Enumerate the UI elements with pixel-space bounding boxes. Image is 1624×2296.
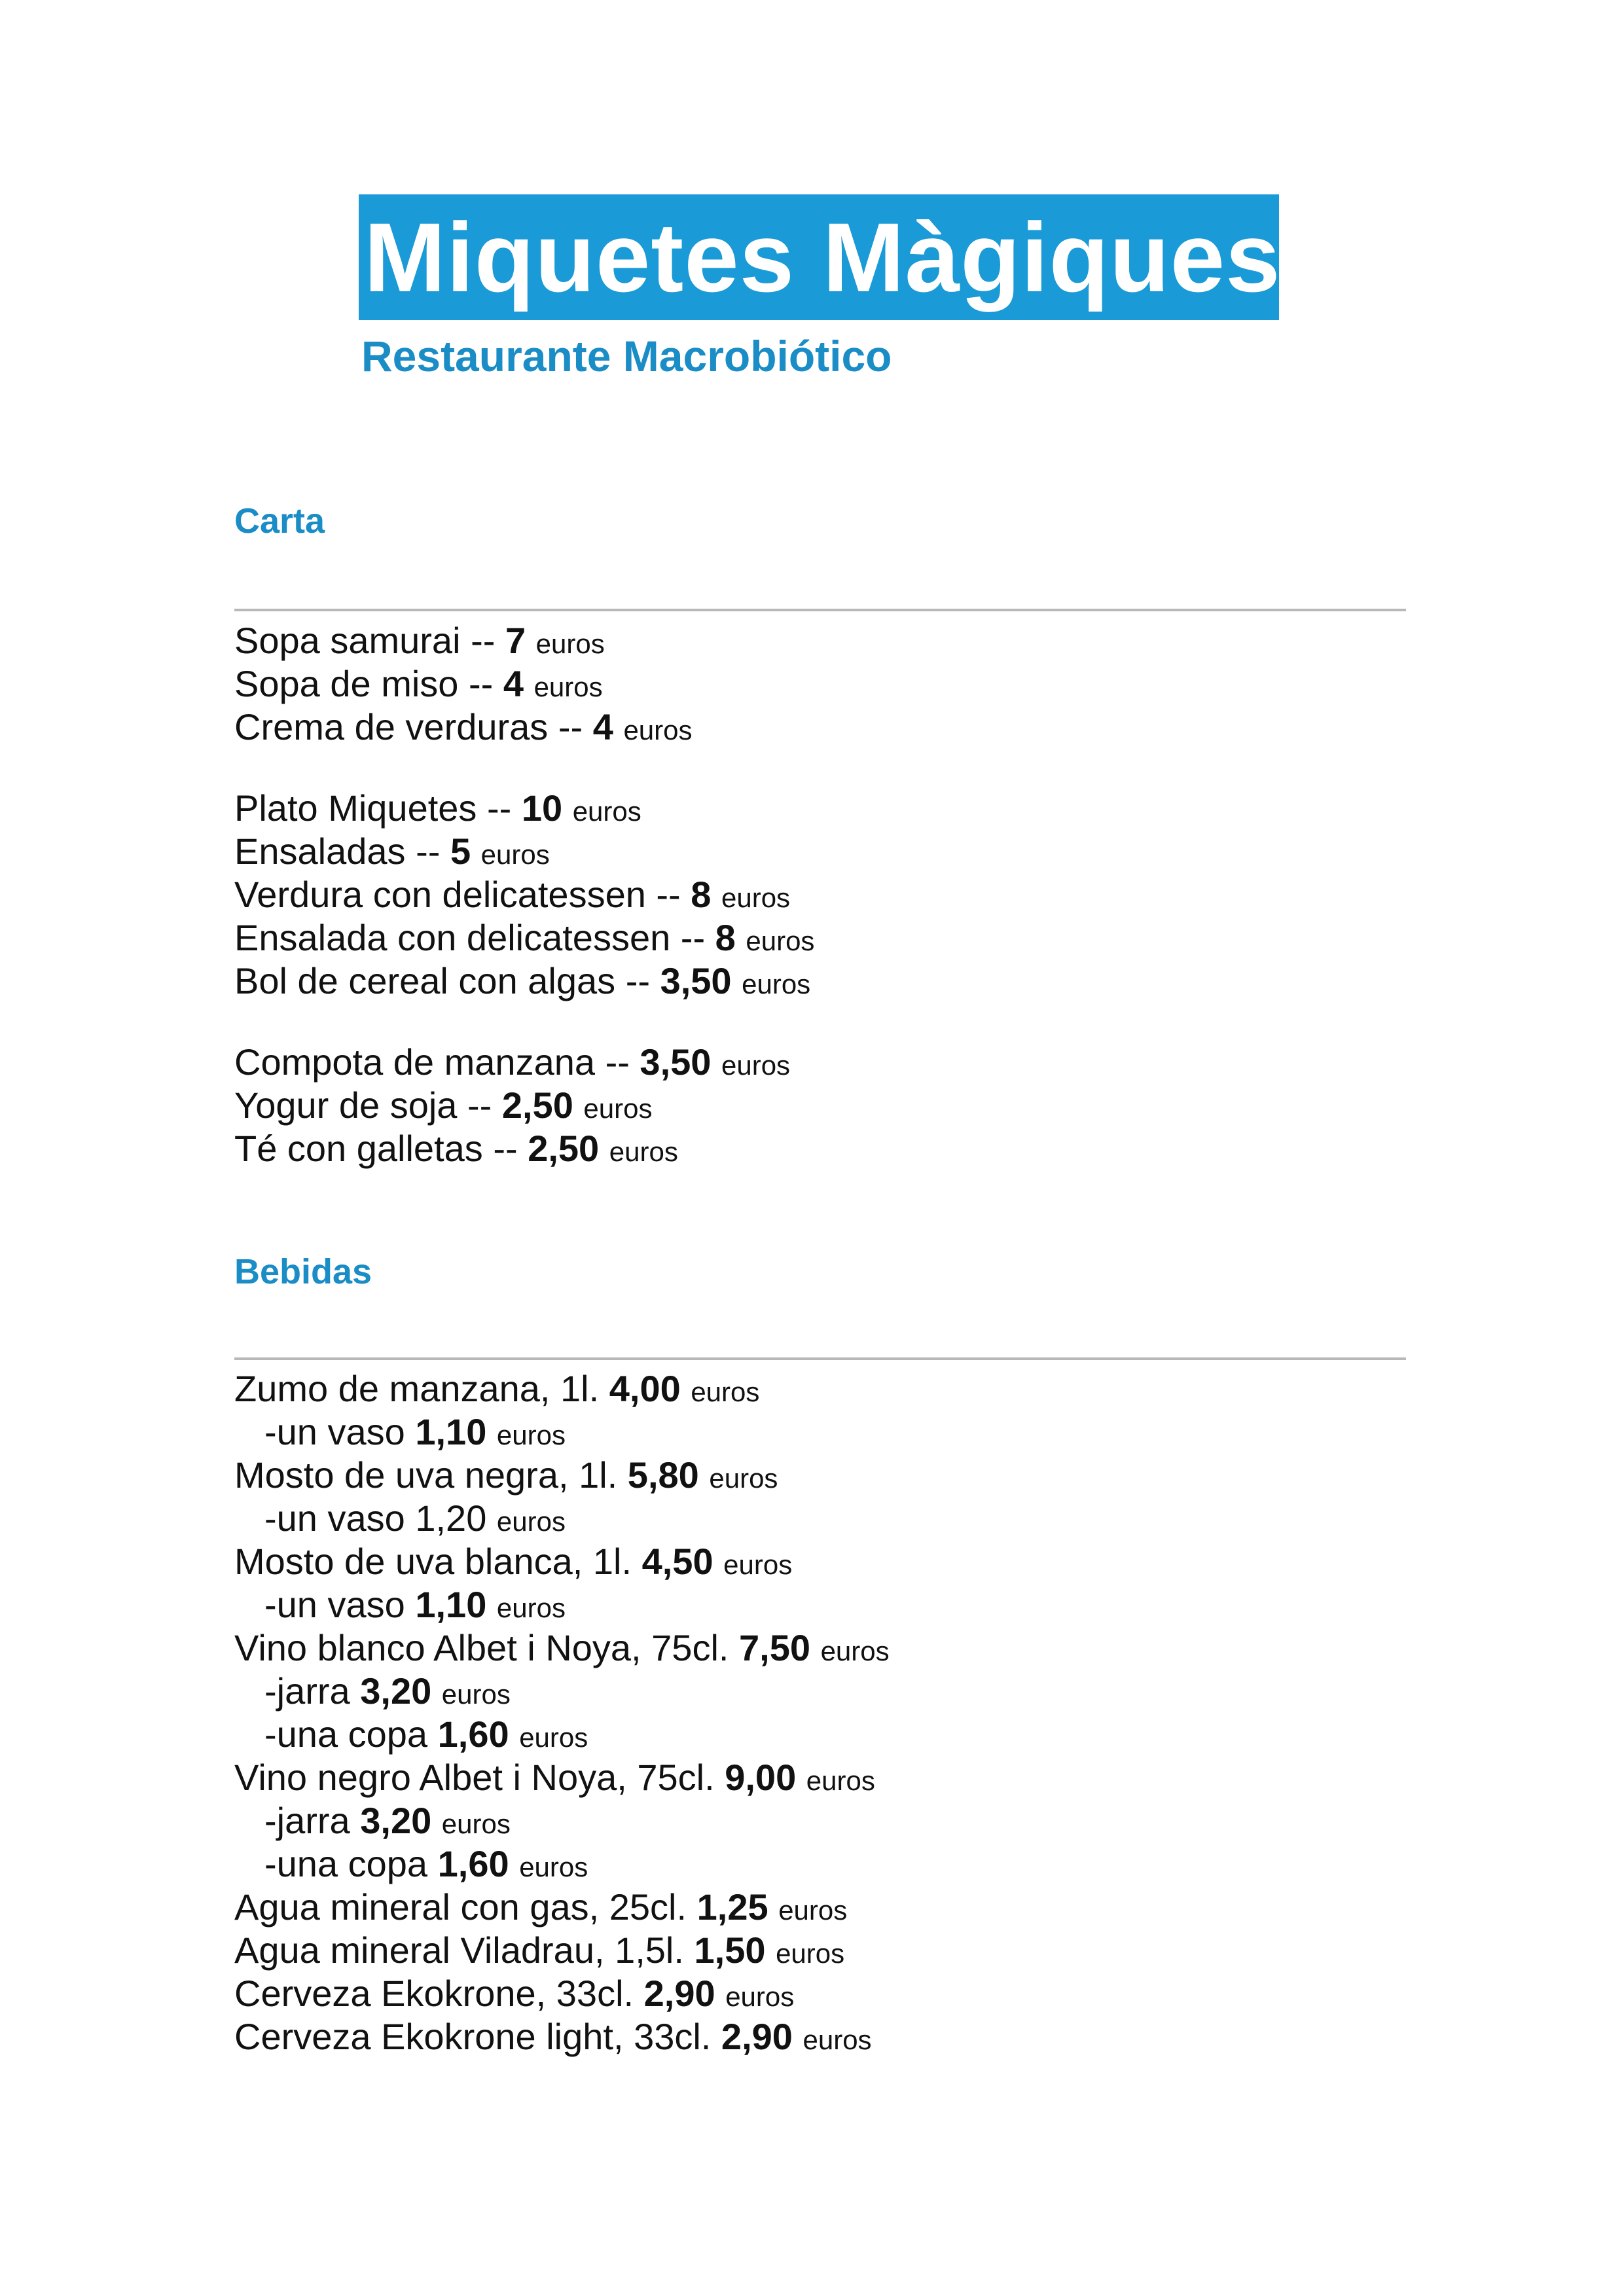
menu-item (234, 662, 814, 706)
logo-tagline: Restaurante Macrobiótico (361, 332, 892, 380)
menu-item (234, 619, 814, 662)
menu-item-price: 1,50 (694, 1929, 766, 1971)
menu-item-price: 8 (715, 917, 736, 958)
menu-item-name: Compota de manzana -- (234, 1041, 640, 1083)
menu-item (234, 1041, 814, 1084)
menu-item (234, 1497, 890, 1540)
menu-item-name: Yogur de soja -- (234, 1085, 502, 1126)
restaurant-logo (359, 194, 1279, 386)
menu-item-currency: euros (572, 796, 641, 827)
menu-item (234, 873, 814, 916)
menu-item-price: 1,60 (437, 1843, 509, 1884)
menu-item-price: 9,00 (725, 1757, 797, 1798)
menu-item-price: 7 (505, 620, 526, 661)
menu-item-currency: euros (519, 1852, 588, 1882)
menu-item-currency: euros (496, 1592, 566, 1623)
menu-item-price: 4,00 (609, 1368, 681, 1409)
menu-item-name: Bol de cereal con algas -- (234, 960, 660, 1001)
menu-item-price: 4,50 (641, 1541, 713, 1582)
menu-item-price: 8 (691, 874, 712, 915)
menu-item-price: 4 (503, 663, 524, 704)
menu-item-name: -un vaso (264, 1498, 416, 1539)
menu-item-price: 2,50 (501, 1085, 573, 1126)
menu-item (234, 1540, 890, 1583)
bebidas-divider (234, 1357, 1406, 1360)
menu-item-name: Vino negro Albet i Noya, 75cl. (234, 1757, 725, 1798)
menu-item-currency: euros (496, 1506, 566, 1537)
menu-item-currency: euros (742, 969, 811, 999)
menu-item-currency: euros (691, 1376, 760, 1407)
menu-item-name: Té con galletas -- (234, 1128, 528, 1169)
menu-item-price: 1,20 (415, 1498, 487, 1539)
menu-item-name: Ensaladas -- (234, 831, 450, 872)
menu-item (234, 1583, 890, 1626)
menu-item-price: 1,10 (415, 1584, 487, 1625)
menu-item (234, 1084, 814, 1127)
menu-item-price: 3,20 (360, 1800, 432, 1841)
menu-item-currency: euros (721, 1050, 791, 1081)
bebidas-menu-list (234, 1367, 890, 2058)
menu-item-currency: euros (746, 925, 815, 956)
menu-item-price: 5,80 (627, 1454, 699, 1496)
menu-item-currency: euros (721, 882, 791, 913)
menu-item-price: 10 (521, 787, 563, 829)
menu-item-price: 4 (592, 706, 613, 747)
menu-item (234, 830, 814, 873)
menu-item-currency: euros (725, 1981, 795, 2012)
menu-item (234, 1367, 890, 1410)
menu-item-price: 2,50 (528, 1128, 600, 1169)
menu-item-currency: euros (803, 2024, 872, 2055)
menu-item-name: -jarra (264, 1670, 361, 1712)
menu-item-currency: euros (583, 1093, 653, 1124)
menu-item-currency: euros (480, 839, 550, 870)
menu-item-name: Plato Miquetes -- (234, 787, 522, 829)
menu-item (234, 1929, 890, 1972)
menu-item-name: Cerveza Ekokrone light, 33cl. (234, 2016, 721, 2057)
menu-item-name: Sopa de miso -- (234, 663, 503, 704)
menu-item-currency: euros (533, 672, 603, 702)
group-spacer (234, 749, 814, 787)
menu-item-price: 5 (450, 831, 471, 872)
menu-item (234, 1127, 814, 1170)
menu-item-currency: euros (535, 628, 605, 659)
menu-item-currency: euros (709, 1463, 778, 1494)
menu-item-currency: euros (806, 1765, 875, 1796)
menu-item-name: Sopa samurai -- (234, 620, 505, 661)
menu-item-price: 1,25 (696, 1886, 768, 1928)
menu-item (234, 1972, 890, 2015)
menu-item (234, 787, 814, 830)
carta-divider (234, 609, 1406, 611)
menu-item-name: Ensalada con delicatessen -- (234, 917, 715, 958)
menu-item (234, 706, 814, 749)
menu-item-currency: euros (519, 1722, 588, 1753)
menu-item-currency: euros (776, 1938, 845, 1969)
menu-item-currency: euros (496, 1420, 566, 1450)
menu-item-price: 3,50 (660, 960, 732, 1001)
menu-item-name: -un vaso (264, 1584, 416, 1625)
menu-item-name: -una copa (264, 1843, 438, 1884)
menu-item-name: Verdura con delicatessen -- (234, 874, 691, 915)
menu-item (234, 1756, 890, 1799)
carta-menu-list (234, 619, 814, 1170)
menu-item (234, 2015, 890, 2058)
menu-item-currency: euros (609, 1136, 678, 1167)
menu-item-name: Crema de verduras -- (234, 706, 593, 747)
menu-item (234, 1799, 890, 1842)
carta-heading: Carta (234, 501, 325, 541)
menu-item-price: 7,50 (739, 1627, 811, 1668)
logo-title: Miquetes Màgiques (359, 194, 1279, 320)
menu-item (234, 1886, 890, 1929)
menu-item-price: 2,90 (721, 2016, 793, 2057)
menu-item-price: 2,90 (643, 1973, 715, 2014)
menu-item-name: -un vaso (264, 1411, 416, 1452)
menu-item-currency: euros (723, 1549, 793, 1580)
menu-item-name: Agua mineral con gas, 25cl. (234, 1886, 697, 1928)
menu-item-currency: euros (820, 1636, 890, 1666)
menu-item-price: 3,50 (640, 1041, 712, 1083)
menu-item-currency: euros (778, 1895, 848, 1926)
menu-item-name: -jarra (264, 1800, 361, 1841)
menu-item-price: 1,10 (415, 1411, 487, 1452)
group-spacer (234, 1003, 814, 1041)
menu-item-currency: euros (623, 715, 693, 745)
menu-item-name: Mosto de uva blanca, 1l. (234, 1541, 642, 1582)
menu-item-name: Zumo de manzana, 1l. (234, 1368, 609, 1409)
menu-item (234, 1670, 890, 1713)
menu-item (234, 1454, 890, 1497)
bebidas-heading: Bebidas (234, 1252, 372, 1291)
menu-item-name: -una copa (264, 1713, 438, 1755)
menu-item-price: 1,60 (437, 1713, 509, 1755)
menu-item-name: Agua mineral Viladrau, 1,5l. (234, 1929, 695, 1971)
menu-item (234, 1410, 890, 1454)
menu-item-name: Mosto de uva negra, 1l. (234, 1454, 628, 1496)
menu-item-currency: euros (441, 1808, 511, 1839)
menu-item (234, 960, 814, 1003)
menu-item-name: Vino blanco Albet i Noya, 75cl. (234, 1627, 740, 1668)
menu-item (234, 916, 814, 960)
menu-item-name: Cerveza Ekokrone, 33cl. (234, 1973, 644, 2014)
menu-item (234, 1842, 890, 1886)
menu-item-currency: euros (441, 1679, 511, 1710)
menu-item-price: 3,20 (360, 1670, 432, 1712)
menu-item (234, 1626, 890, 1670)
menu-item (234, 1713, 890, 1756)
